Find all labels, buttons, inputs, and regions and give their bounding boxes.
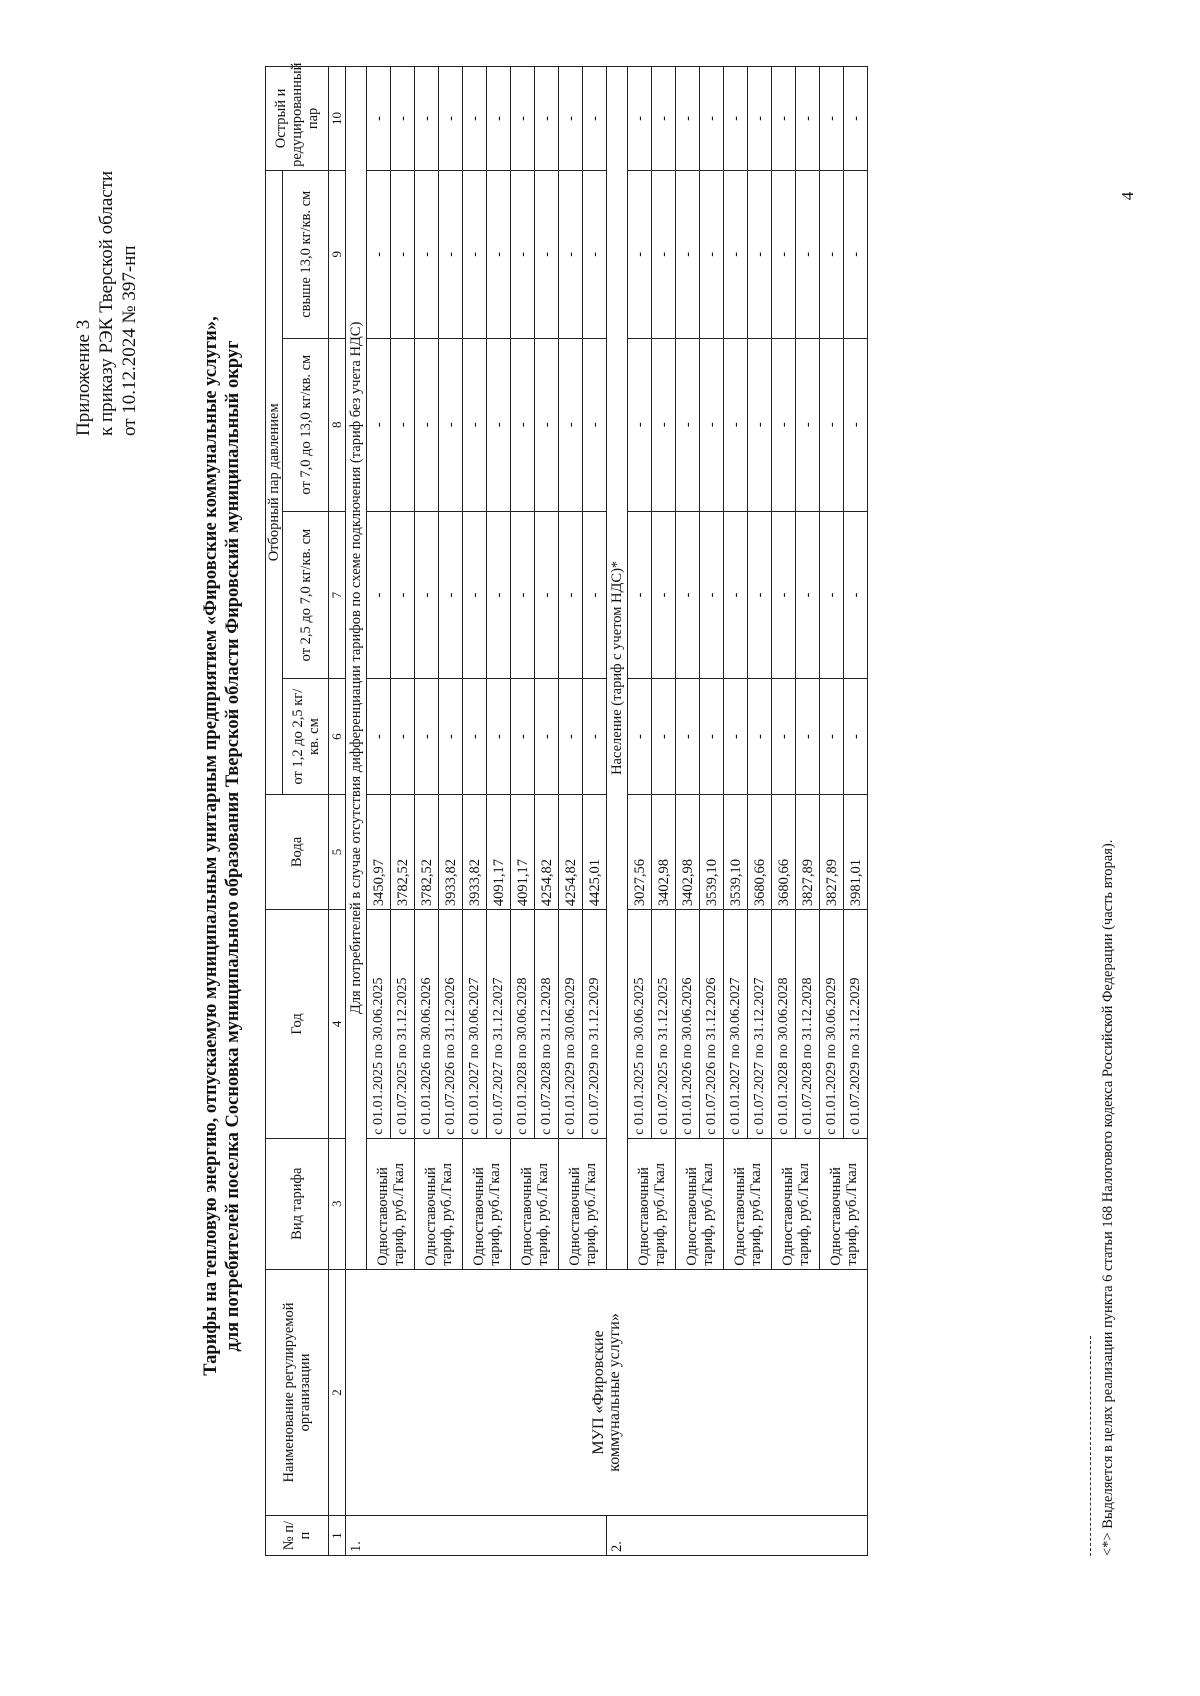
period-cell: с 01.01.2026 по 30.06.2026 — [415, 910, 439, 1139]
sharp-value: - — [748, 67, 772, 171]
water-value: 3827,89 — [796, 794, 820, 909]
p4-value: - — [652, 170, 676, 338]
water-value: 3933,82 — [463, 794, 487, 909]
p4-value: - — [535, 170, 559, 338]
p3-value: - — [535, 338, 559, 511]
tariff-type: Одноставочный тариф, руб./Гкал — [772, 1138, 820, 1269]
p1-value: - — [463, 679, 487, 794]
p1-value: - — [796, 679, 820, 794]
period-cell: с 01.01.2027 по 30.06.2027 — [463, 910, 487, 1139]
sharp-value: - — [583, 67, 607, 171]
organization-name: МУП «Фировские коммунальные услуги» — [346, 1269, 868, 1515]
p4-value: - — [844, 170, 868, 338]
water-value: 3402,98 — [676, 794, 700, 909]
water-value: 3402,98 — [652, 794, 676, 909]
header-pressure-3: от 7,0 до 13,0 кг/кв. см — [283, 338, 329, 511]
p1-value: - — [676, 679, 700, 794]
tariff-type: Одноставочный тариф, руб./Гкал — [628, 1138, 676, 1269]
p1-value: - — [628, 679, 652, 794]
p1-value: - — [748, 679, 772, 794]
sharp-value: - — [820, 67, 844, 171]
tariff-type: Одноставочный тариф, руб./Гкал — [676, 1138, 724, 1269]
p2-value: - — [535, 511, 559, 679]
col-number: 10 — [329, 67, 346, 171]
section-number: 2. — [607, 1516, 628, 1556]
tariff-type: Одноставочный тариф, руб./Гкал — [367, 1138, 415, 1269]
sharp-value: - — [535, 67, 559, 171]
water-value: 3539,10 — [724, 794, 748, 909]
col-number: 6 — [329, 679, 346, 794]
p2-value: - — [772, 511, 796, 679]
title-line-2: для потребителей поселка Сосновка муниципального образования Тверской области Фировский муниципальный округ — [223, 340, 243, 1352]
appendix-line-3: от 10.12.2024 № 397-нп — [119, 245, 140, 436]
header-org: Наименование регулируемой организации — [266, 1269, 329, 1515]
p2-value: - — [796, 511, 820, 679]
header-pressure-1: от 1,2 до 2,5 кг/кв. см — [283, 679, 329, 794]
header-steam-group: Отборный пар давлением — [266, 170, 283, 794]
p4-value: - — [748, 170, 772, 338]
col-number: 1 — [329, 1516, 346, 1556]
col-number: 9 — [329, 170, 346, 338]
period-cell: с 01.01.2027 по 30.06.2027 — [724, 910, 748, 1139]
p3-value: - — [772, 338, 796, 511]
tariff-type: Одноставочный тариф, руб./Гкал — [724, 1138, 772, 1269]
p1-value: - — [652, 679, 676, 794]
sharp-value: - — [439, 67, 463, 171]
number-cell-blank — [367, 1516, 607, 1556]
p4-value: - — [415, 170, 439, 338]
p1-value: - — [772, 679, 796, 794]
p4-value: - — [820, 170, 844, 338]
p4-value: - — [559, 170, 583, 338]
water-value: 3827,89 — [820, 794, 844, 909]
p2-value: - — [391, 511, 415, 679]
period-cell: с 01.07.2029 по 31.12.2029 — [583, 910, 607, 1139]
sharp-value: - — [391, 67, 415, 171]
water-value: 3782,52 — [391, 794, 415, 909]
sharp-value: - — [487, 67, 511, 171]
p4-value: - — [772, 170, 796, 338]
water-value: 4425,01 — [583, 794, 607, 909]
p2-value: - — [367, 511, 391, 679]
water-value: 3981,01 — [844, 794, 868, 909]
p1-value: - — [583, 679, 607, 794]
sharp-value: - — [676, 67, 700, 171]
footnote: <*> Выделяется в целях реализации пункта 6 статьи 168 Налогового кодекса Российской Федерации (часть вторая). — [1100, 839, 1116, 1556]
p3-value: - — [391, 338, 415, 511]
p4-value: - — [391, 170, 415, 338]
p3-value: - — [844, 338, 868, 511]
p3-value: - — [700, 338, 724, 511]
sharp-value: - — [772, 67, 796, 171]
water-value: 3450,97 — [367, 794, 391, 909]
water-value: 3027,56 — [628, 794, 652, 909]
p3-value: - — [724, 338, 748, 511]
period-cell: с 01.07.2029 по 31.12.2029 — [844, 910, 868, 1139]
p4-value: - — [628, 170, 652, 338]
water-value: 4091,17 — [487, 794, 511, 909]
p3-value: - — [652, 338, 676, 511]
p2-value: - — [583, 511, 607, 679]
col-number: 3 — [329, 1138, 346, 1269]
p4-value: - — [439, 170, 463, 338]
period-cell: с 01.07.2027 по 31.12.2027 — [487, 910, 511, 1139]
title-line-1: Тарифы на тепловую энергию, отпускаемую муниципальным унитарным предприятием «Фировские коммунальные услуги», — [201, 316, 221, 1376]
p2-value: - — [439, 511, 463, 679]
period-cell: с 01.01.2029 по 30.06.2029 — [820, 910, 844, 1139]
sharp-value: - — [652, 67, 676, 171]
p1-value: - — [844, 679, 868, 794]
period-cell: с 01.01.2029 по 30.06.2029 — [559, 910, 583, 1139]
p4-value: - — [367, 170, 391, 338]
col-number: 5 — [329, 794, 346, 909]
p2-value: - — [748, 511, 772, 679]
number-cell-blank — [628, 1516, 868, 1556]
p2-value: - — [820, 511, 844, 679]
header-num: № п/п — [266, 1516, 329, 1556]
sharp-value: - — [628, 67, 652, 171]
section-heading: Население (тариф с учетом НДС)* — [607, 67, 628, 1270]
sharp-value: - — [367, 67, 391, 171]
p3-value: - — [463, 338, 487, 511]
p4-value: - — [676, 170, 700, 338]
section-number: 1. — [346, 1516, 367, 1556]
p2-value: - — [415, 511, 439, 679]
col-number: 7 — [329, 511, 346, 679]
p2-value: - — [676, 511, 700, 679]
p3-value: - — [511, 338, 535, 511]
p4-value: - — [583, 170, 607, 338]
water-value: 3539,10 — [700, 794, 724, 909]
tariff-type: Одноставочный тариф, руб./Гкал — [463, 1138, 511, 1269]
sharp-value: - — [796, 67, 820, 171]
water-value: 4254,82 — [559, 794, 583, 909]
water-value: 3933,82 — [439, 794, 463, 909]
p2-value: - — [463, 511, 487, 679]
p2-value: - — [487, 511, 511, 679]
water-value: 3782,52 — [415, 794, 439, 909]
p1-value: - — [439, 679, 463, 794]
footnote-separator — [1090, 1336, 1091, 1556]
tariff-type: Одноставочный тариф, руб./Гкал — [415, 1138, 463, 1269]
section-heading: Для потребителей в случае отсутствия дифференциации тарифов по схеме подключения (тариф без учета НДС) — [346, 67, 367, 1270]
p4-value: - — [511, 170, 535, 338]
header-pressure-4: свыше 13,0 кг/кв. см — [283, 170, 329, 338]
period-cell: с 01.01.2026 по 30.06.2026 — [676, 910, 700, 1139]
tariff-table — [265, 62, 868, 1556]
column-number-row — [329, 67, 346, 1556]
p3-value: - — [583, 338, 607, 511]
period-cell: с 01.01.2028 по 30.06.2028 — [772, 910, 796, 1139]
p2-value: - — [559, 511, 583, 679]
p2-value: - — [724, 511, 748, 679]
p1-value: - — [559, 679, 583, 794]
header-kind: Вид тарифа — [266, 1138, 329, 1269]
p3-value: - — [676, 338, 700, 511]
p2-value: - — [652, 511, 676, 679]
p3-value: - — [367, 338, 391, 511]
col-number: 2 — [329, 1269, 346, 1515]
p3-value: - — [628, 338, 652, 511]
sharp-value: - — [844, 67, 868, 171]
tariff-type: Одноставочный тариф, руб./Гкал — [820, 1138, 868, 1269]
p1-value: - — [487, 679, 511, 794]
tariff-type: Одноставочный тариф, руб./Гкал — [559, 1138, 607, 1269]
period-cell: с 01.01.2025 по 30.06.2025 — [367, 910, 391, 1139]
p3-value: - — [559, 338, 583, 511]
p3-value: - — [415, 338, 439, 511]
col-number: 8 — [329, 338, 346, 511]
water-value: 3680,66 — [772, 794, 796, 909]
p1-value: - — [724, 679, 748, 794]
p2-value: - — [628, 511, 652, 679]
header-year: Год — [266, 910, 329, 1139]
sharp-value: - — [724, 67, 748, 171]
header-pressure-2: от 2,5 до 7,0 кг/кв. см — [283, 511, 329, 679]
water-value: 4254,82 — [535, 794, 559, 909]
col-number: 4 — [329, 910, 346, 1139]
sharp-value: - — [559, 67, 583, 171]
period-cell: с 01.07.2028 по 31.12.2028 — [535, 910, 559, 1139]
p3-value: - — [748, 338, 772, 511]
p1-value: - — [535, 679, 559, 794]
p2-value: - — [700, 511, 724, 679]
tariff-type: Одноставочный тариф, руб./Гкал — [511, 1138, 559, 1269]
page-number: 4 — [1118, 191, 1137, 201]
p2-value: - — [511, 511, 535, 679]
sharp-value: - — [700, 67, 724, 171]
section-heading-row — [346, 67, 367, 1556]
period-cell: с 01.07.2025 по 31.12.2025 — [391, 910, 415, 1139]
p2-value: - — [844, 511, 868, 679]
period-cell: с 01.07.2026 по 31.12.2026 — [700, 910, 724, 1139]
sharp-value: - — [415, 67, 439, 171]
water-value: 4091,17 — [511, 794, 535, 909]
appendix-line-1: Приложение 3 — [73, 319, 94, 436]
period-cell: с 01.07.2027 по 31.12.2027 — [748, 910, 772, 1139]
document-title — [200, 196, 244, 1496]
appendix-line-2: к приказу РЭК Тверской области — [96, 170, 117, 436]
p4-value: - — [487, 170, 511, 338]
water-value: 3680,66 — [748, 794, 772, 909]
p1-value: - — [391, 679, 415, 794]
period-cell: с 01.07.2025 по 31.12.2025 — [652, 910, 676, 1139]
p1-value: - — [700, 679, 724, 794]
p3-value: - — [820, 338, 844, 511]
period-cell: с 01.07.2028 по 31.12.2028 — [796, 910, 820, 1139]
period-cell: с 01.07.2026 по 31.12.2026 — [439, 910, 463, 1139]
header-water: Вода — [266, 794, 329, 909]
p3-value: - — [796, 338, 820, 511]
p3-value: - — [439, 338, 463, 511]
p1-value: - — [367, 679, 391, 794]
p1-value: - — [820, 679, 844, 794]
period-cell: с 01.01.2025 по 30.06.2025 — [628, 910, 652, 1139]
period-cell: с 01.01.2028 по 30.06.2028 — [511, 910, 535, 1139]
sharp-value: - — [463, 67, 487, 171]
p1-value: - — [415, 679, 439, 794]
header-sharp-steam: Острый и редуцированный пар — [266, 67, 329, 171]
p4-value: - — [724, 170, 748, 338]
p4-value: - — [700, 170, 724, 338]
p3-value: - — [487, 338, 511, 511]
tariff-table-body — [346, 67, 868, 1556]
p1-value: - — [511, 679, 535, 794]
appendix-block — [72, 76, 141, 436]
sharp-value: - — [511, 67, 535, 171]
p4-value: - — [796, 170, 820, 338]
p4-value: - — [463, 170, 487, 338]
